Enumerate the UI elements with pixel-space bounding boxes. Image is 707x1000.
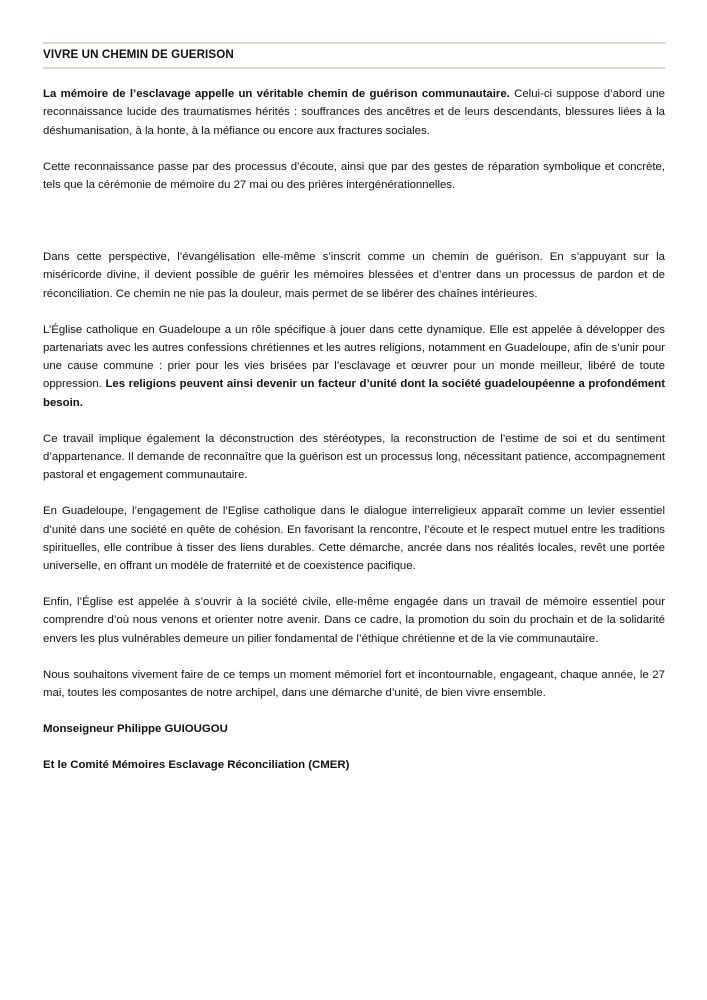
section-heading: VIVRE UN CHEMIN DE GUERISON bbox=[43, 42, 665, 69]
paragraph-2: Cette reconnaissance passe par des processus d’écoute, ainsi que par des gestes de réparation symbolique et concrète, tels que la cérémonie de mémoire du 27 mai ou des prières intergénérationnelles. bbox=[43, 160, 665, 192]
paragraph-7: Enfin, l’Église est appelée à s’ouvrir à la société civile, elle-même engagée dans un travail de mémoire essentiel pour comprendre d’où nous venons et orienter notre avenir. Dans ce cadre, la promotion du soin du prochain et de la solidarité envers les plus vulnérables demeure un pilier fondamental de l’éthique chrétienne et de la vie communautaire. bbox=[43, 596, 665, 645]
signature-bishop: Monseigneur Philippe GUIOUGOU bbox=[43, 723, 228, 736]
paragraph-6: En Guadeloupe, l’engagement de l’Eglise catholique dans le dialogue interreligieux apparaît comme un levier essentiel d’unité dans une société en quête de cohésion. En favorisant la rencontre, l’écoute et le respect mutuel entre les traditions spirituelles, elle contribue à tisser des liens durables. Cette démarche, ancrée dans nos réalités locales, revêt une portée universelle, en offrant un modèle de fraternité et de coexistence pacifique. bbox=[43, 505, 665, 573]
paragraph-8: Nous souhaitons vivement faire de ce temps un moment mémoriel fort et incontournable, engageant, chaque année, le 27 mai, toutes les composantes de notre archipel, dans une démarche d’unité, de bien vivre ensemble. bbox=[43, 668, 665, 700]
document-page bbox=[43, 42, 665, 793]
paragraph-4 bbox=[43, 321, 665, 412]
paragraph-1-text: Celui-ci suppose d’abord une reconnaissance lucide des traumatismes hérités : souffrances des ancêtres et de leurs descendants, blessures liées à la déshumanisation, à la honte, à la méfiance ou encore aux fractures sociales. bbox=[43, 88, 665, 137]
paragraph-4-text: L’Église catholique en Guadeloupe a un rôle spécifique à jouer dans cette dynamique. Elle est appelée à développer des partenariats avec les autres confessions chrétiennes et les autres religions, notamment en Guadeloupe, afin de s’unir pour une cause commune : prier pour les vies brisées par l’esclavage et œuvrer pour un monde meilleur, libéré de toute oppression. bbox=[43, 323, 665, 391]
signature-committee: Et le Comité Mémoires Esclavage Réconciliation (CMER) bbox=[43, 759, 350, 772]
paragraph-1-bold-lead: La mémoire de l’esclavage appelle un véritable chemin de guérison communautaire. bbox=[43, 88, 510, 101]
paragraph-1 bbox=[43, 85, 665, 140]
paragraph-4-bold-tail: Les religions peuvent ainsi devenir un facteur d’unité dont la société guadeloupéenne a profondément besoin. bbox=[43, 378, 665, 409]
paragraph-3: Dans cette perspective, l’évangélisation elle-même s’inscrit comme un chemin de guérison. En s’appuyant sur la miséricorde divine, il devient possible de guérir les mémoires blessées et d’entrer dans un processus de pardon et de réconciliation. Ce chemin ne nie pas la douleur, mais permet de se libérer des chaînes intérieures. bbox=[43, 251, 665, 300]
paragraph-5: Ce travail implique également la déconstruction des stéréotypes, la reconstruction de l’estime de soi et du sentiment d’appartenance. Il demande de reconnaître que la guérison est un processus long, nécessitant patience, accompagnement pastoral et engagement communautaire. bbox=[43, 432, 665, 482]
